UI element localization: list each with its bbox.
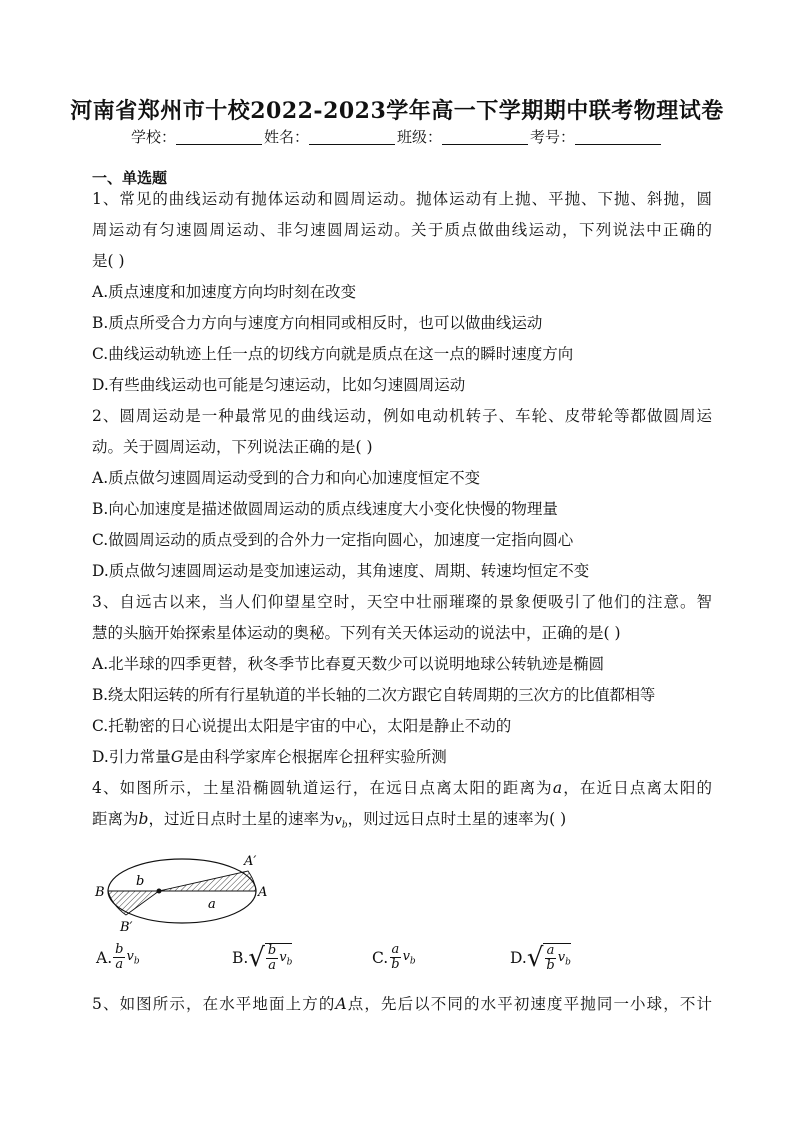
answer-c[interactable]: C. $\frac{a}{b}$ $v_b$ <box>372 942 416 972</box>
page-title: 河南省郑州市十校2022-2023学年高一下学期期中联考物理试卷 <box>70 98 724 124</box>
option-d[interactable]: D.质点做匀速圆周运动是变加速运动，其角速度、周期、转速均恒定不变 <box>92 562 590 580</box>
question-text-line: 4、如图所示，土星沿椭圆轨道运行，在远日点离太阳的距离为a，在近日点离太阳的 <box>92 779 712 797</box>
square-root: √ $\frac{a}{b}$ $v_b$ <box>526 943 571 973</box>
option-c[interactable]: C.做圆周运动的质点受到的合外力一定指向圆心，加速度一定指向圆心 <box>92 531 574 549</box>
option-a[interactable]: A.质点做匀速圆周运动受到的合力和向心加速度恒定不变 <box>92 469 481 487</box>
sun-dot <box>157 889 162 894</box>
option-b[interactable]: B.绕太阳运转的所有行星轨道的半长轴的二次方跟它自转周期的三次方的比值都相等 <box>92 686 655 704</box>
name-field: 姓名： <box>264 126 397 147</box>
question-2 <box>92 401 712 587</box>
question-text-line: 慧的头脑开始探索星体运动的奥秘。下列有关天体运动的说法中，正确的是( ) <box>92 624 621 642</box>
option-a[interactable]: A.质点速度和加速度方向均时刻在改变 <box>92 283 357 301</box>
option-d[interactable]: D.有些曲线运动也可能是匀速运动，比如匀速圆周运动 <box>92 376 466 394</box>
name-blank[interactable] <box>309 128 395 145</box>
question-text-line: 动。关于圆周运动，下列说法正确的是( ) <box>92 438 373 456</box>
ellipse-orbit-figure <box>92 849 292 935</box>
velocity-symbol: $v_b$ <box>334 813 348 831</box>
class-blank[interactable] <box>442 128 528 145</box>
questions-content <box>92 184 712 1020</box>
label-a: a <box>208 897 216 912</box>
option-d[interactable]: D.引力常量G是由科学家库仑根据库仑扭秤实验所测 <box>92 748 447 766</box>
answer-a[interactable]: A. $\frac{b}{a}$ $v_b$ <box>96 942 140 972</box>
school-blank[interactable] <box>176 128 262 145</box>
fraction: $\frac{a}{b}$ <box>391 942 400 972</box>
square-root: √ $\frac{b}{a}$ $v_b$ <box>248 943 293 973</box>
orbit-diagram <box>92 849 292 935</box>
answer-b[interactable]: B. √ $\frac{b}{a}$ $v_b$ <box>232 943 293 973</box>
exam-number-blank[interactable] <box>575 128 661 145</box>
fraction: $\frac{b}{a}$ <box>115 942 124 972</box>
question-1 <box>92 184 712 401</box>
exam-number-field: 考号： <box>530 126 663 147</box>
option-b[interactable]: B.向心加速度是描述做圆周运动的质点线速度大小变化快慢的物理量 <box>92 500 558 518</box>
school-field: 学校： <box>131 126 264 147</box>
hatched-sector-near <box>108 891 159 915</box>
question-text-line: 距离为b，过近日点时土星的速率为$v_b$，则过远日点时土星的速率为( ) <box>92 810 567 831</box>
question-text-line: 是( ) <box>92 252 125 270</box>
question-4 <box>92 773 712 989</box>
answer-d[interactable]: D. √ $\frac{a}{b}$ $v_b$ <box>510 943 571 973</box>
radical-sign-icon: √ <box>248 943 265 973</box>
question-text-line: 3、自远古以来，当人们仰望星空时，天空中壮丽璀璨的景象便吸引了他们的注意。智 <box>92 593 712 611</box>
question-3 <box>92 587 712 773</box>
label-b: b <box>136 874 145 889</box>
class-field: 班级： <box>397 126 530 147</box>
question-5 <box>92 989 712 1020</box>
question-text-line: 5、如图所示，在水平地面上方的A点，先后以不同的水平初速度平抛同一小球，不计 <box>92 995 712 1013</box>
answer-choices <box>92 937 712 989</box>
label-B: B <box>95 885 105 900</box>
option-a[interactable]: A.北半球的四季更替，秋冬季节比春夏天数少可以说明地球公转轨迹是椭圆 <box>92 655 605 673</box>
hatched-sector-far <box>159 871 256 891</box>
section-heading: 一、单选题 <box>92 169 168 187</box>
label-B-prime: B′ <box>120 920 133 935</box>
option-c[interactable]: C.托勒密的日心说提出太阳是宇宙的中心，太阳是静止不动的 <box>92 717 512 735</box>
radical-sign-icon: √ <box>526 943 544 973</box>
question-text-line: 2、圆周运动是一种最常见的曲线运动，例如电动机转子、车轮、皮带轮等都做圆周运 <box>92 407 712 425</box>
option-c[interactable]: C.曲线运动轨迹上任一点的切线方向就是质点在这一点的瞬时速度方向 <box>92 345 574 363</box>
option-b[interactable]: B.质点所受合力方向与速度方向相同或相反时，也可以做曲线运动 <box>92 314 543 332</box>
label-A: A <box>258 885 268 900</box>
student-info-row <box>0 126 794 147</box>
label-A-prime: A′ <box>244 854 257 869</box>
question-text-line: 周运动有匀速圆周运动、非匀速圆周运动。关于质点做曲线运动，下列说法中正确的 <box>92 221 712 239</box>
question-text-line: 1、常见的曲线运动有抛体运动和圆周运动。抛体运动有上抛、平抛、下抛、斜抛，圆 <box>92 190 712 208</box>
